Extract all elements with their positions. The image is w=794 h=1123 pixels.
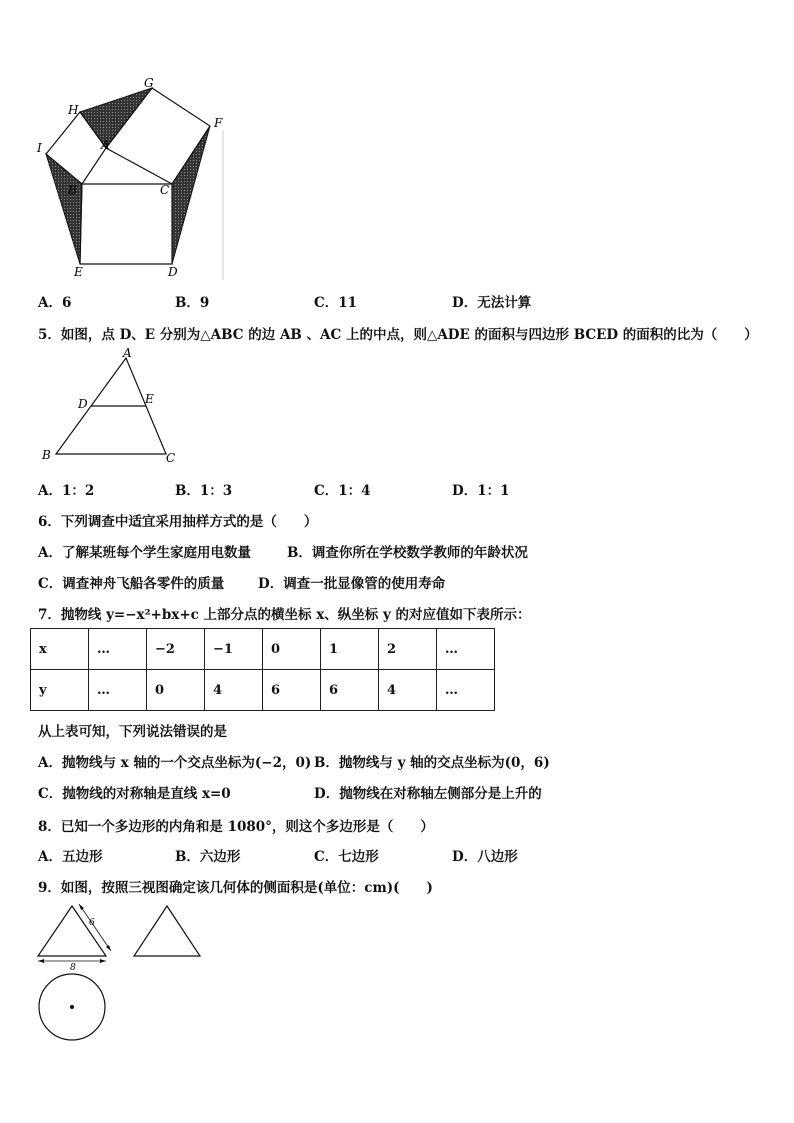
q4-figure [30, 72, 240, 284]
q8-stem: 8．已知一个多边形的内角和是 1080°，则这个多边形是（ ） [38, 819, 434, 835]
table-cell: x [31, 629, 89, 670]
label-C: C [160, 183, 170, 197]
label-H: H [68, 103, 79, 117]
label-E: E [145, 392, 154, 406]
q5-option-a[interactable]: A．1：2 [38, 483, 95, 499]
table-cell: 0 [147, 670, 205, 711]
top-view-center-dot [70, 1005, 74, 1009]
table-cell: 4 [379, 670, 437, 711]
label-C: C [166, 451, 176, 465]
table-cell: … [89, 629, 147, 670]
arrow-head [38, 959, 44, 963]
table-cell: −1 [205, 629, 263, 670]
q7-stem: 7．抛物线 y=−x²+bx+c 上部分点的横坐标 x、纵坐标 y 的对应值如下表所示： [38, 607, 531, 623]
q7-option-a[interactable]: A．抛物线与 x 轴的一个交点坐标为(−2，0) [38, 755, 312, 771]
table-cell: 4 [205, 670, 263, 711]
q9-three-views [30, 898, 220, 1048]
q8-option-a[interactable]: A．五边形 [38, 849, 103, 865]
q5-option-b[interactable]: B．1：3 [175, 483, 233, 499]
label-B: B [68, 183, 77, 197]
q7-value-table [30, 628, 495, 711]
q5-figure [36, 345, 186, 467]
label-A: A [123, 346, 132, 360]
slant-dimension-line [79, 904, 111, 951]
label-G: G [144, 76, 154, 90]
dimension-label-slant: 6 [89, 918, 95, 928]
q4-option-d[interactable]: D．无法计算 [452, 295, 532, 311]
table-cell: … [89, 670, 147, 711]
q4-option-a[interactable]: A．6 [38, 295, 72, 311]
q4-option-b[interactable]: B．9 [175, 295, 210, 311]
table-cell: 6 [263, 670, 321, 711]
q5-option-d[interactable]: D．1：1 [452, 483, 510, 499]
table-cell: 6 [321, 670, 379, 711]
table-cell: … [437, 670, 495, 711]
shaded-triangle-ibe [46, 154, 82, 264]
q7-follow-up: 从上表可知，下列说法错误的是 [38, 724, 227, 740]
table-cell: 1 [321, 629, 379, 670]
q6-stem: 6．下列调查中适宜采用抽样方式的是（ ） [38, 514, 318, 530]
label-F: F [214, 116, 223, 130]
label-D: D [168, 265, 178, 279]
q6-option-c[interactable]: C．调查神舟飞船各零件的质量 [38, 576, 225, 592]
table-row-y [31, 670, 495, 711]
front-view-triangle [38, 906, 106, 956]
q8-option-c[interactable]: C．七边形 [314, 849, 379, 865]
q4-option-c[interactable]: C．11 [314, 295, 358, 311]
q5-option-c[interactable]: C．1：4 [314, 483, 371, 499]
square-bcde [80, 184, 172, 264]
q6-option-d[interactable]: D．调查一批显像管的使用寿命 [258, 576, 446, 592]
table-cell: 0 [263, 629, 321, 670]
table-cell: … [437, 629, 495, 670]
table-cell: −2 [147, 629, 205, 670]
q7-option-d[interactable]: D．抛物线在对称轴左侧部分是上升的 [314, 786, 542, 802]
side-view-triangle [134, 906, 200, 956]
table-cell: y [31, 670, 89, 711]
arrow-head [106, 945, 111, 951]
label-A: A [101, 138, 110, 152]
q6-option-a[interactable]: A．了解某班每个学生家庭用电数量 [38, 545, 251, 561]
q9-stem: 9．如图，按照三视图确定该几何体的侧面积是(单位：cm)( ) [38, 880, 433, 896]
table-cell: 2 [379, 629, 437, 670]
shaded-triangle-hag [80, 88, 152, 148]
arrow-head [100, 959, 106, 963]
arrow-head [79, 904, 84, 910]
q6-option-b[interactable]: B．调查你所在学校数学教师的年龄状况 [287, 545, 528, 561]
q7-option-c[interactable]: C．抛物线的对称轴是直线 x=0 [38, 786, 231, 802]
q8-option-d[interactable]: D．八边形 [452, 849, 518, 865]
label-E: E [74, 265, 83, 279]
q5-stem: 5．如图，点 D、E 分别为△ABC 的边 AB 、AC 上的中点，则△ADE 的面积与四边形 BCED 的面积的比为（ ） [38, 327, 758, 343]
table-row-x [31, 629, 495, 670]
dimension-label-base: 8 [70, 963, 76, 973]
label-I: I [37, 141, 42, 155]
label-B: B [42, 448, 51, 462]
q7-option-b[interactable]: B．抛物线与 y 轴的交点坐标为(0，6) [314, 755, 550, 771]
shaded-triangle-cfd [172, 126, 210, 264]
label-D: D [78, 397, 88, 411]
q8-option-b[interactable]: B．六边形 [175, 849, 241, 865]
